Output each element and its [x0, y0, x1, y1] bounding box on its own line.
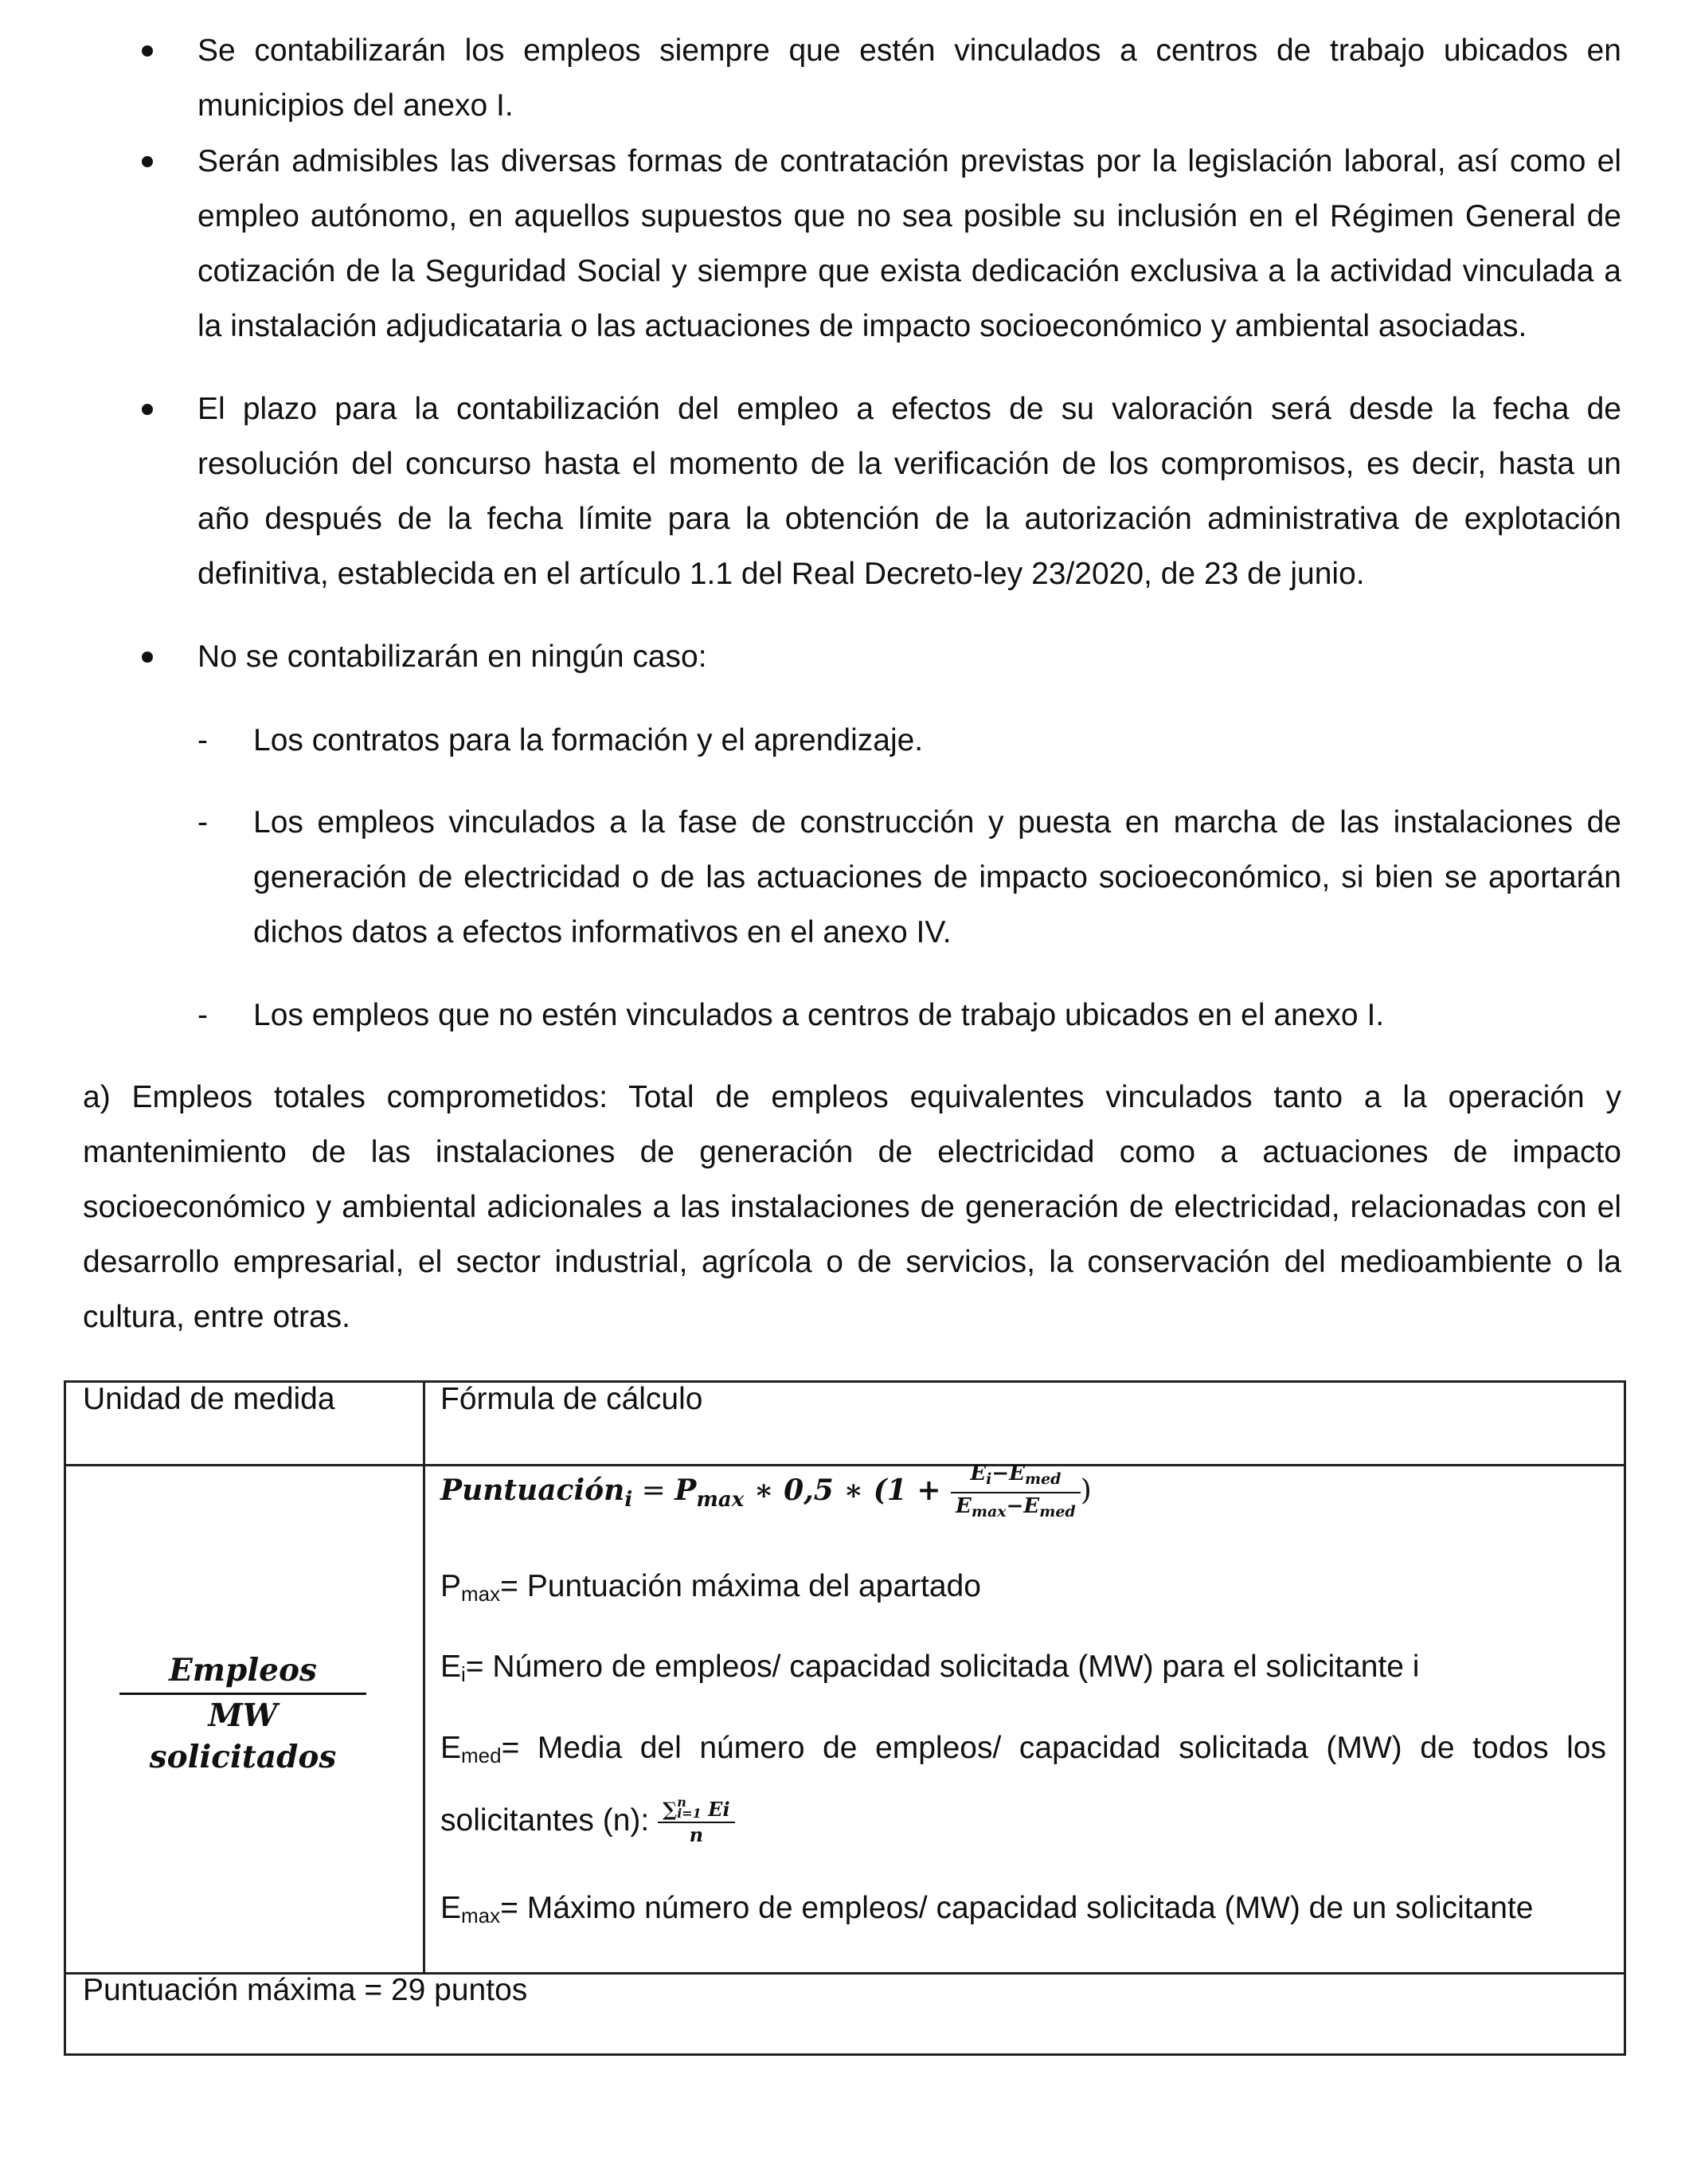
- formula-eq: =: [632, 1474, 675, 1507]
- paragraph-empleos-totales: a) Empleos totales comprometidos: Total de empleos equivalentes vinculados tanto a la operación y mantenimiento de las instalaciones de generación de electricidad como a actuaciones de impacto socioeconómico y ambiental adicionales a las instalaciones de generación de electricidad, relacionadas con el desarrollo empresarial, el sector industrial, agrícola o de servicios, la conservación del medioambiente o la cultura, entre otras.: [83, 1080, 1621, 1334]
- unit-numerator: Empleos: [119, 1650, 366, 1695]
- bullet-item: El plazo para la contabilización del empleo a efectos de su valoración será desde la fecha de resolución del concurso hasta el momento de la verificación de los compromisos, es decir, hasta un año después de la fecha límite para la obtención de la autorización administrativa de explotación definitiva, establecida en el artículo 1.1 del Real Decreto-ley 23/2020, de 23 de junio.: [197, 382, 1621, 601]
- fraction-numerator: $E_i-E_{med}$: [951, 1461, 1081, 1493]
- definition-emed-line1: Emed= Media del número de empleos/ capacidad solicitada (MW) de todos los: [440, 1731, 1606, 1767]
- max-score-footer: Puntuación máxima = 29 puntos: [83, 1973, 528, 2007]
- bullet-item: Se contabilizarán los empleos siempre que estén vinculados a centros de trabajo ubicados en municipios del anexo I.: [197, 23, 1621, 133]
- formula-lhs: Puntuación: [440, 1474, 625, 1507]
- formula-fraction: [951, 1461, 1081, 1524]
- dash-item: - Los contratos para la formación y el aprendizaje.: [253, 713, 1621, 768]
- definition-emed-line2: solicitantes (n): ∑ n i=1 Ei n: [440, 1797, 735, 1847]
- definition-emax: Emax= Máximo número de empleos/ capacidad solicitada (MW) de un solicitante: [440, 1891, 1534, 1928]
- dash-item: - Los empleos vinculados a la fase de construcción y puesta en marcha de las instalaciones de generación de electricidad o de las actuaciones de impacto socioeconómico, si bien se aportarán dichos datos a efectos informativos en el anexo IV.: [253, 795, 1621, 960]
- emed-sum-fraction: ∑ n i=1 Ei n: [658, 1797, 734, 1847]
- definition-ei: Ei= Número de empleos/ capacidad solicitada (MW) para el solicitante i: [440, 1650, 1420, 1686]
- header-formula-calculo: Fórmula de cálculo: [440, 1382, 703, 1416]
- header-unidad-medida: Unidad de medida: [83, 1382, 335, 1416]
- scoring-formula: [440, 1461, 1092, 1524]
- formula-lhs-sub: i: [624, 1488, 633, 1512]
- unit-fraction: [119, 1650, 366, 1778]
- dash-item: - Los empleos que no estén vinculados a centros de trabajo ubicados en el anexo I.: [253, 988, 1621, 1043]
- bullet-item: Serán admisibles las diversas formas de contratación previstas por la legislación laboral, así como el empleo autónomo, en aquellos supuestos que no sea posible su inclusión en el Régimen General de cotización de la Seguridad Social y siempre que exista dedicación exclusiva a la actividad vinculada a la instalación adjudicataria o las actuaciones de impacto socioeconómico y ambiental asociadas.: [197, 134, 1621, 354]
- fraction-denominator: $E_{max}-E_{med}$: [956, 1494, 1076, 1521]
- bullet-item: No se contabilizarán en ningún caso:: [197, 629, 1621, 684]
- formula-p-sub: max: [696, 1488, 745, 1512]
- formula-p: P: [674, 1474, 697, 1507]
- definition-pmax: Pmax= Puntuación máxima del apartado: [440, 1569, 981, 1606]
- unit-denominator: MW solicitados: [149, 1697, 337, 1775]
- formula-rest: ∗ 0,5 ∗ (1 +: [744, 1474, 952, 1507]
- formula-close: ): [1080, 1474, 1092, 1507]
